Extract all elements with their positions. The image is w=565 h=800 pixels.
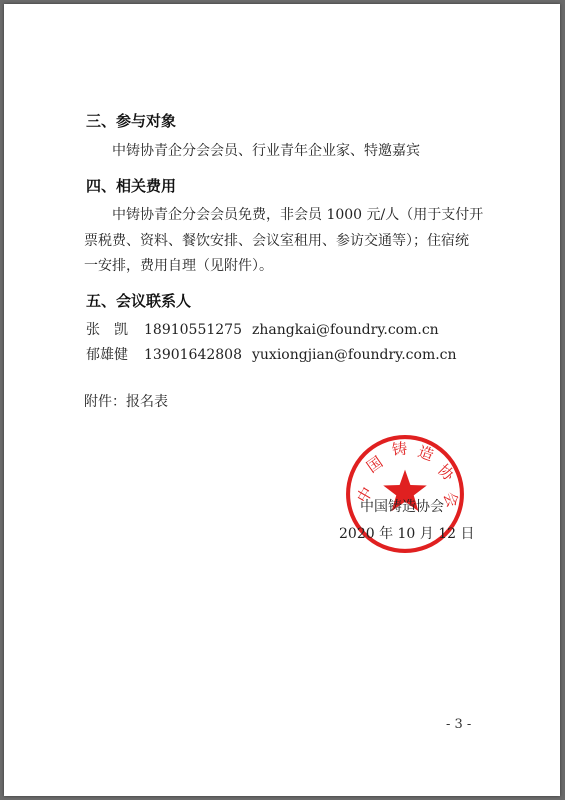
contact-phone: 18910551275 [144,322,242,338]
contact-email: yuxiongjian@foundry.com.cn [252,347,457,363]
svg-text:造: 造 [415,442,437,465]
contact-name: 张 凯 [86,322,128,338]
svg-text:铸: 铸 [390,439,409,460]
svg-text:协: 协 [434,460,458,485]
contact-name: 郁雄健 [86,347,128,363]
section4-line-3: 一安排，费用自理（见附件）。 [84,258,273,274]
section3-text: 中铸协青企分会会员、行业青年企业家、特邀嘉宾 [112,143,420,159]
section3-heading: 三、参与对象 [86,112,177,130]
page-number: - 3 - [446,717,472,732]
document-page [4,4,560,796]
contact-phone: 13901642808 [144,347,242,363]
svg-text:国: 国 [363,452,387,477]
section4-heading: 四、相关费用 [86,177,177,195]
section4-line-1: 中铸协青企分会会员免费，非会员 1000 元/人（用于支付开 [112,207,484,223]
contact-row [86,344,457,364]
svg-text:中: 中 [353,483,377,507]
signature-date: 2020 年 10 月 12 日 [339,526,475,542]
contact-email: zhangkai@foundry.com.cn [252,322,439,338]
attachment-note: 附件：报名表 [84,394,168,410]
section4-line-2: 票税费、资料、餐饮安排、会议室租用、参访交通等）；住宿统 [84,233,469,249]
contact-row [86,319,439,339]
signature-org: 中国铸造协会 [360,499,444,515]
section5-heading: 五、会议联系人 [86,292,192,310]
svg-text:会: 会 [439,489,462,510]
